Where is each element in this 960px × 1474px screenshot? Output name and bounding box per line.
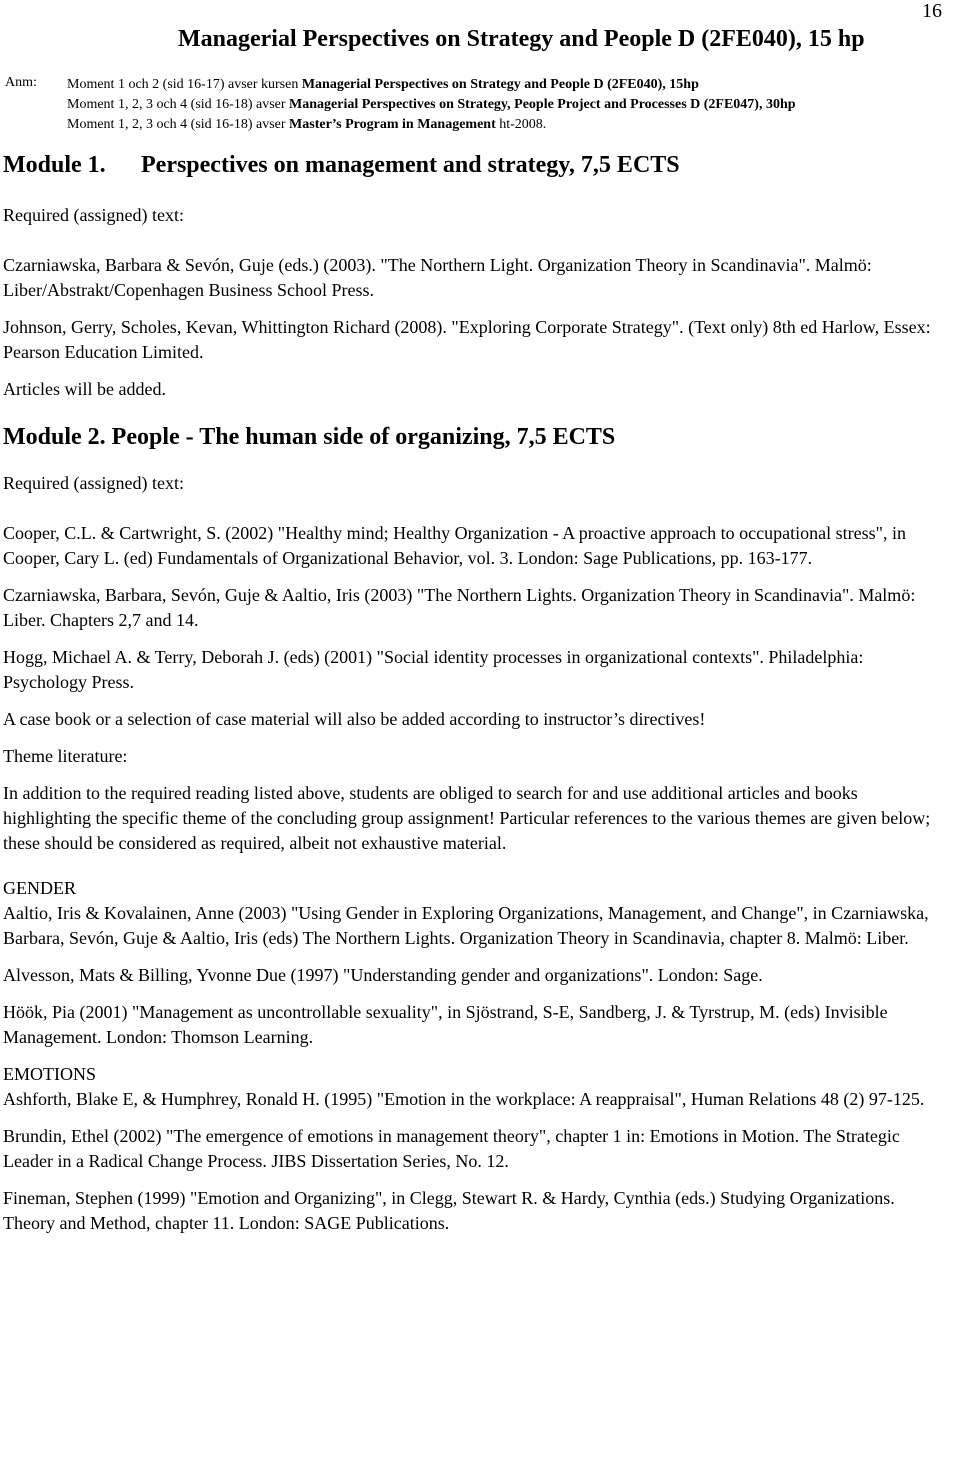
document-body bbox=[3, 150, 943, 1236]
reference: Czarniawska, Barbara & Sevón, Guje (eds.) (2003). "The Northern Light. Organization Theory in Scandinavia". Malmö: Liber/Abstrakt/Copenhagen Business School Press. bbox=[3, 255, 872, 300]
reference: Czarniawska, Barbara, Sevón, Guje & Aaltio, Iris (2003) "The Northern Lights. Organization Theory in Scandinavia". Malmö: Liber. Chapters 2,7 and 14. bbox=[3, 585, 916, 630]
reference: Cooper, C.L. & Cartwright, S. (2002) "Healthy mind; Healthy Organization - A proactive approach to occupational stress", in Cooper, Cary L. (ed) Fundamentals of Organizational Behavior, vol. 3. London: Sage Publications, pp. 163-177. bbox=[3, 523, 906, 568]
reference: Brundin, Ethel (2002) "The emergence of emotions in management theory", chapter 1 in: Emotions in Motion. The Strategic Leader in a Radical Change Process. JIBS Dissertation Series, No. 12. bbox=[3, 1126, 900, 1171]
module-2-heading: Module 2. People - The human side of organizing, 7,5 ECTS bbox=[3, 424, 616, 450]
note-line-text: Moment 1 och 2 (sid 16-17) avser kursen bbox=[67, 77, 302, 92]
note-line-bold: Master’s Program in Management bbox=[289, 117, 496, 132]
note-lines bbox=[67, 75, 796, 135]
articles-note: Articles will be added. bbox=[3, 379, 166, 399]
module-2-required-label: Required (assigned) text: bbox=[3, 473, 184, 493]
theme-intro: In addition to the required reading listed above, students are obliged to search for and use additional articles and books highlighting the specific theme of the concluding group assignment! Particular references to the various themes are given below; these should be considered as required, albeit not exhaustive material. bbox=[3, 783, 931, 853]
note-line-bold: Managerial Perspectives on Strategy and People D (2FE040), 15hp bbox=[301, 77, 699, 92]
gender-label: GENDER bbox=[3, 878, 76, 898]
reference: Hogg, Michael A. & Terry, Deborah J. (eds) (2001) "Social identity processes in organizational contexts". Philadelphia: Psychology Press. bbox=[3, 647, 864, 692]
reference: Johnson, Gerry, Scholes, Kevan, Whittington Richard (2008). "Exploring Corporate Strategy". (Text only) 8th ed Harlow, Essex: Pearson Education Limited. bbox=[3, 317, 931, 362]
note-line bbox=[67, 75, 796, 95]
page-title: Managerial Perspectives on Strategy and People D (2FE040), 15 hp bbox=[178, 26, 865, 52]
module-1-required-label: Required (assigned) text: bbox=[3, 205, 184, 225]
note-line-suffix: ht-2008. bbox=[495, 117, 547, 132]
theme-label: Theme literature: bbox=[3, 746, 128, 766]
reference: Fineman, Stephen (1999) "Emotion and Organizing", in Clegg, Stewart R. & Hardy, Cynthia (eds.) Studying Organizations. Theory and Method, chapter 11. London: SAGE Publications. bbox=[3, 1188, 895, 1233]
reference: Alvesson, Mats & Billing, Yvonne Due (1997) "Understanding gender and organizations". London: Sage. bbox=[3, 965, 763, 985]
reference: Höök, Pia (2001) "Management as uncontrollable sexuality", in Sjöstrand, S-E, Sandberg, J. & Tyrstrup, M. (eds) Invisible Management. London: Thomson Learning. bbox=[3, 1002, 888, 1047]
note-label: Anm: bbox=[5, 75, 37, 90]
note-line bbox=[67, 95, 796, 115]
module-1-heading bbox=[3, 150, 943, 180]
note-line-bold: Managerial Perspectives on Strategy, People Project and Processes D (2FE047), 30hp bbox=[289, 97, 796, 112]
page-number: 16 bbox=[922, 0, 942, 22]
case-note: A case book or a selection of case material will also be added according to instructor’s directives! bbox=[3, 709, 706, 729]
note-line bbox=[67, 115, 796, 135]
module-1-title: Perspectives on management and strategy, 7,5 ECTS bbox=[141, 152, 680, 178]
module-1-number: Module 1. bbox=[3, 152, 106, 178]
emotions-label: EMOTIONS bbox=[3, 1064, 96, 1084]
note-line-text: Moment 1, 2, 3 och 4 (sid 16-18) avser bbox=[67, 97, 290, 112]
note-line-text: Moment 1, 2, 3 och 4 (sid 16-18) avser bbox=[67, 117, 290, 132]
reference: Ashforth, Blake E, & Humphrey, Ronald H. (1995) "Emotion in the workplace: A reappraisal", Human Relations 48 (2) 97-125. bbox=[3, 1089, 925, 1109]
reference: Aaltio, Iris & Kovalainen, Anne (2003) "Using Gender in Exploring Organizations, Management, and Change", in Czarniawska, Barbara, Sevón, Guje & Aaltio, Iris (eds) The Northern Lights. Organization Theory in Scandinavia, chapter 8. Malmö: Liber. bbox=[3, 903, 929, 948]
